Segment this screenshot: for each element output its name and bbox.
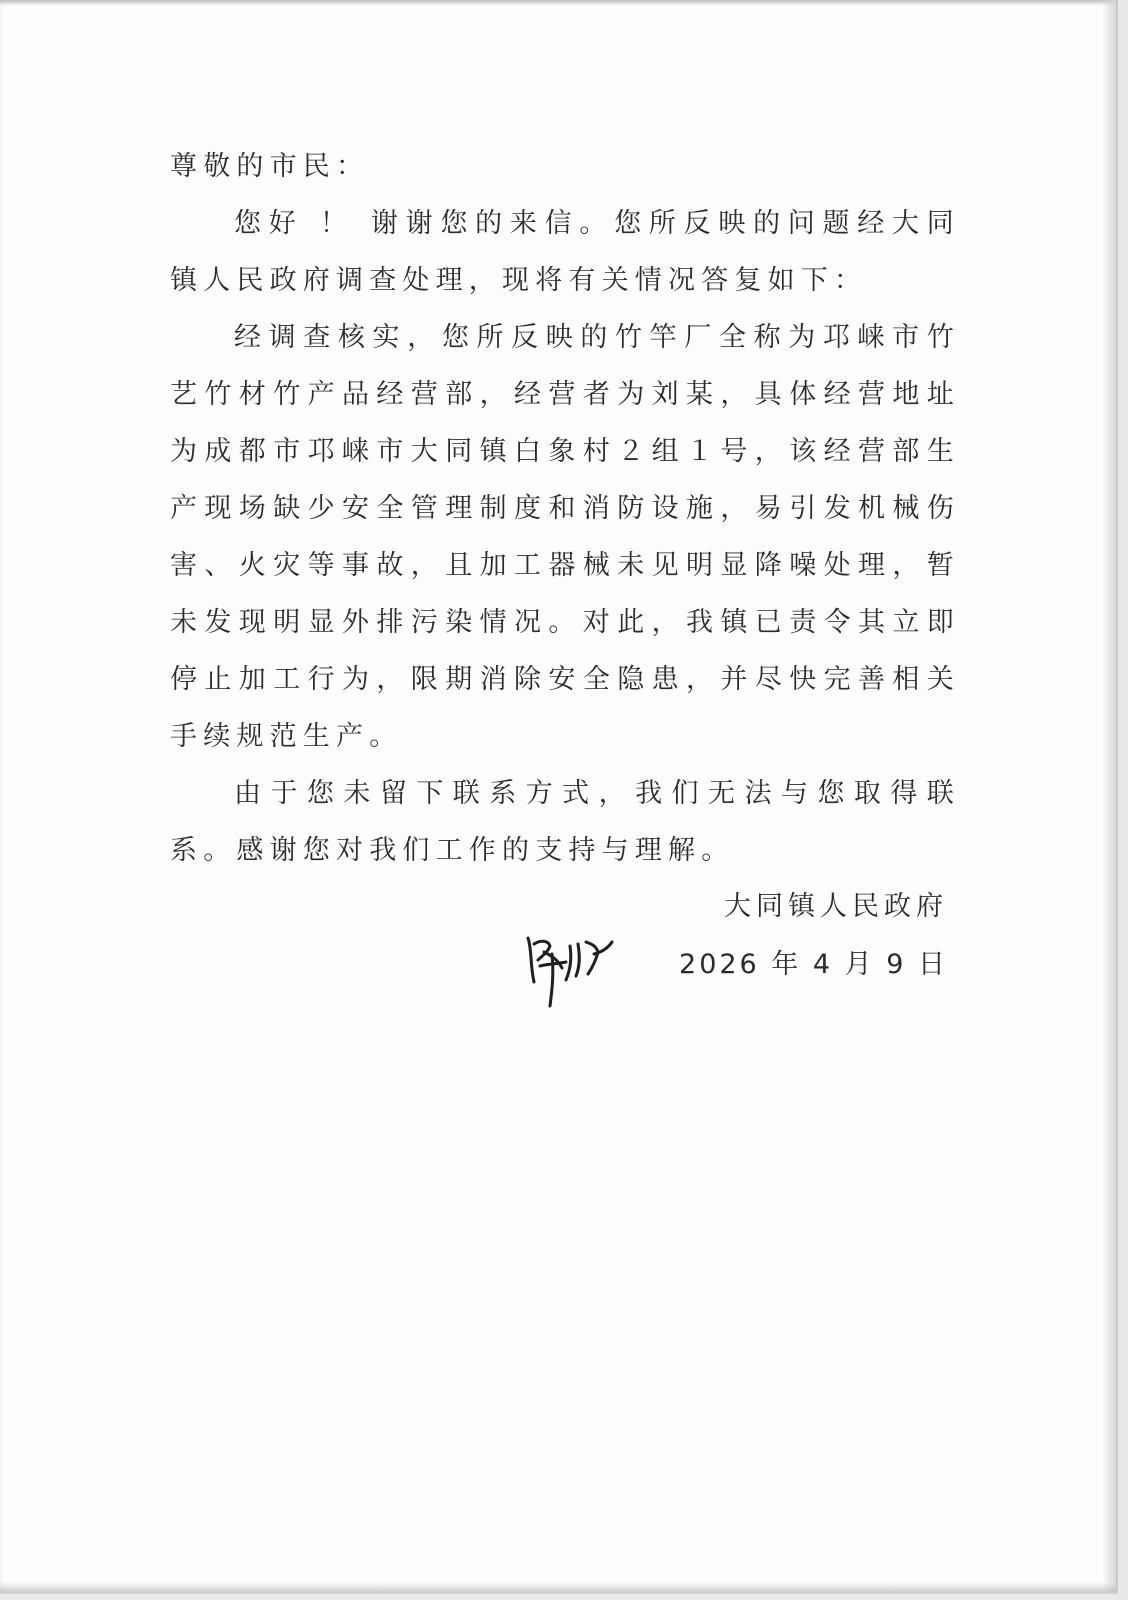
page-bottom-shadow — [0, 1582, 1116, 1592]
paragraph-greeting: 您好 ！ 谢谢您的来信。您所反映的问题经大同镇人民政府调查处理，现将有关情况答复如下： — [170, 208, 960, 296]
paragraph-findings: 经调查核实，您所反映的竹竿厂全称为邛崃市竹艺竹材竹产品经营部，经营者为刘某，具体经营地址为成都市邛崃市大同镇白象村２组１号，该经营部生产现场缺少安全管理制度和消防设施，易引发机械伤害、火灾等事故，且加工器械未见明显降噪处理，暂未发现明显外排污染情况。对此，我镇已责令其立即停止加工行为，限期消除安全隐患，并尽快完善相关手续规范生产。 — [170, 322, 960, 752]
letter-date: 2026 年 4 月 9 日 — [679, 949, 948, 980]
page-top-shadow — [0, 0, 1116, 6]
letter-body — [170, 138, 960, 879]
page-right-shadow — [1102, 0, 1116, 1592]
salutation: 尊敬的市民： — [170, 151, 370, 182]
issuing-organization: 大同镇人民政府 — [724, 891, 948, 922]
paragraph-closing-note: 由于您未留下联系方式，我们无法与您取得联系。感谢您对我们工作的支持与理解。 — [170, 778, 960, 866]
closing-block — [679, 878, 948, 994]
handwritten-signature — [522, 930, 614, 1010]
